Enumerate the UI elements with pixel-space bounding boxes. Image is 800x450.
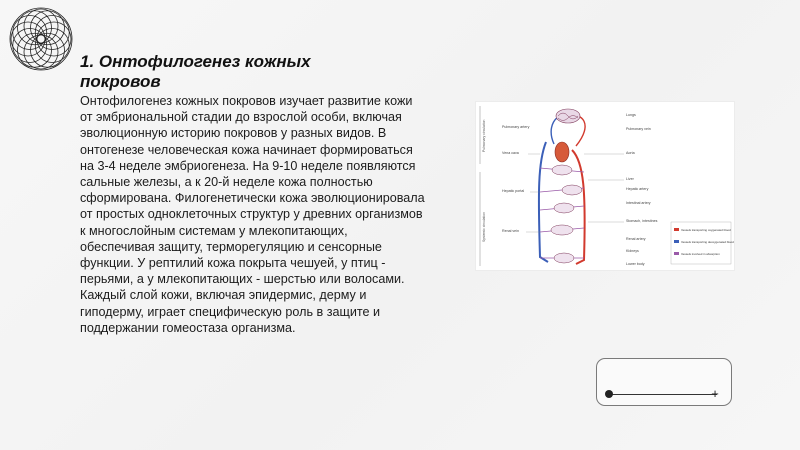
fig-label-renal-artery: Renal artery [626,237,646,241]
fig-label-lower-body: Lower body [626,262,645,266]
legend-absorption: Vessels involved in absorption [681,252,720,256]
fig-label-stomach-intestines: Stomach, intestines [626,219,658,223]
fig-label-hepatic-portal: Hepatic portal [502,189,525,193]
capillary-beds [540,165,584,263]
player-progress-track[interactable] [609,394,717,395]
legend-deoxygenated: Vessels transporting deoxygenated blood [681,240,734,244]
legend-oxygenated: Vessels transporting oxygenated blood [681,228,731,232]
fig-label-kidneys: Kidneys [626,249,639,253]
fig-label-intestinal-artery: Intestinal artery [626,201,651,205]
slide-body-text: Онтофилогенез кожных покровов изучает развитие кожи от эмбриональной стадии до взрослой особи, включая эволюционную историю покровов у разных видов. В онтогенезе человеческая кожа начинает формироваться на 3-4 неделе эмбриогенеза. На 9-10 неделе появляются сальные железы, а к 20-й неделе кожа полностью сформирована. Филогенетически кожа эволюционировала от простых одноклеточных структур у древних организмов к многослойным системам у млекопитающих, обеспечивая защиту, терморегуляцию и сенсорные функции. У рептилий кожа покрыта чешуей, у птиц - перьями, а у млекопитающих - шерстью или волосами. Каждый слой кожи, включая эпидермис, дерму и гиподерму, играет специфическую роль в защите и поддержании гомеостаза организма. [80,94,425,335]
fig-label-pulmonary-artery: Pulmonary artery [502,125,530,129]
fig-label-vena-cava: Vena cava [502,151,519,155]
plus-icon[interactable]: + [711,386,719,401]
fig-label-lungs: Lungs [626,113,636,117]
fig-label-aorta: Aorta [626,151,635,155]
fig-side-label-pulmonary: Pulmonary circulation [482,119,486,152]
fig-label-pulmonary-vein: Pulmonary vein [626,127,651,131]
fig-label-renal-vein: Renal vein [502,229,519,233]
fig-legend [671,222,734,264]
circulation-diagram [476,102,734,270]
fig-label-liver: Liver [626,177,634,181]
fig-label-hepatic-artery: Hepatic artery [626,187,649,191]
heart-shape [555,142,569,162]
record-dot-icon[interactable] [605,390,613,398]
media-player-widget[interactable] [596,358,732,406]
slide-title: 1. Онтофилогенез кожных покровов [80,52,311,91]
decorative-rosette-icon [8,6,74,72]
fig-side-label-systemic: Systemic circulation [482,212,486,242]
